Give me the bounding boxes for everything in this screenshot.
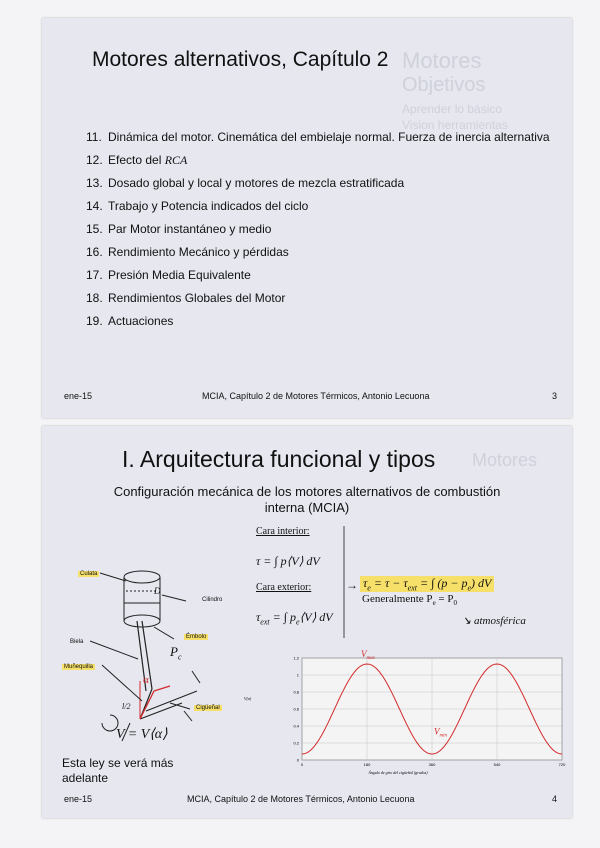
volume-chart bbox=[228, 648, 568, 778]
curl-arrow-icon: ↘ bbox=[462, 615, 472, 627]
label-ciguenal: Cigüeñal bbox=[196, 705, 220, 711]
list-item: 13. Dosado global y local y motores de mezcla estratificada bbox=[86, 176, 405, 190]
chart-xtick-label: 180 bbox=[363, 762, 371, 767]
page-number: 3 bbox=[552, 391, 558, 401]
list-item: 16. Rendimiento Mecánico y pérdidas bbox=[86, 245, 289, 259]
footer-date: ene-15 bbox=[64, 794, 93, 804]
list-item: 11. Dinámica del motor. Cinemática del embielaje normal. Fuerza de inercia alternativa bbox=[86, 130, 550, 144]
tau-exterior-formula: $\tau_{ext}$ = ∫ $p_e⟨V⟩$ dV bbox=[256, 610, 333, 627]
chart-xtick-label: 720 bbox=[558, 762, 566, 767]
chart-ytick-label: 1 bbox=[296, 672, 299, 678]
ghost-text: Aprender lo básico bbox=[402, 102, 503, 116]
subtitle: Configuración mecánica de los motores alternativos de combustión interna (MCIA) bbox=[113, 484, 501, 515]
tau-interior-formula: τ = ∫ p⟨V⟩ dV bbox=[256, 554, 320, 568]
chart-xtick-label: 360 bbox=[428, 762, 436, 767]
table-of-contents bbox=[86, 130, 556, 337]
rca-term: RCA bbox=[164, 153, 188, 167]
ghost-text: Motores bbox=[472, 450, 538, 470]
page-number: 4 bbox=[552, 794, 558, 804]
ghost-text: Objetivos bbox=[402, 74, 486, 96]
chart-ytick-label: 0.8 bbox=[293, 689, 299, 695]
vmin-label: $V_{min}$ bbox=[434, 726, 447, 739]
slide-3 bbox=[42, 18, 572, 418]
label-cilindro: Cilindro bbox=[202, 597, 223, 603]
list-item: 14. Trabajo y Potencia indicados del ciclo bbox=[86, 199, 309, 213]
page-title: Motores alternativos, Capítulo 2 bbox=[92, 48, 389, 71]
chart-xtick-label: 540 bbox=[493, 762, 501, 767]
chart-ytick-label: 0.6 bbox=[293, 706, 299, 712]
vmax-label: $V_{max}$ bbox=[361, 649, 375, 661]
chart-xlabel: Ángulo de giro del cigüeñal (grados) bbox=[368, 770, 428, 775]
label-biela: Biela bbox=[70, 639, 84, 645]
alpha-label: α bbox=[143, 674, 149, 686]
handwritten-note: ↘ atmosférica bbox=[462, 615, 526, 627]
generalmente-note: Generalmente $P_e = P_0$ bbox=[362, 593, 457, 608]
list-item: 19. Actuaciones bbox=[86, 314, 174, 328]
arrow-icon: → bbox=[346, 578, 358, 592]
ghost-text: Motores bbox=[402, 48, 482, 73]
footer-date: ene-15 bbox=[64, 391, 93, 401]
cara-exterior-label: Cara exterior: bbox=[256, 582, 312, 593]
list-item: 18. Rendimientos Globales del Motor bbox=[86, 291, 286, 305]
half-stroke-label: l/2 bbox=[122, 702, 131, 711]
list-item: 17. Presión Media Equivalente bbox=[86, 268, 251, 282]
tau-effective-formula: $\tau_e = \tau - \tau_{ext}$ = ∫ $(p - p_e)$ dV bbox=[360, 576, 494, 592]
footer-title: MCIA, Capítulo 2 de Motores Térmicos, Antonio Lecuona bbox=[187, 794, 415, 804]
list-item: 15. Par Motor instantáneo y medio bbox=[86, 222, 272, 236]
chart-ylabel: V(α) bbox=[244, 696, 252, 701]
chart-ytick-label: 0.4 bbox=[293, 723, 299, 729]
chart-ytick-label: 0.2 bbox=[293, 740, 299, 746]
list-item: 12. Efecto del RCA bbox=[86, 153, 188, 167]
chart-xtick-label: 0 bbox=[300, 762, 304, 767]
page-title: I. Arquitectura funcional y tipos bbox=[122, 446, 436, 472]
note-text: Esta ley se verá más adelante bbox=[62, 756, 174, 785]
label-embolo: Émbolo bbox=[186, 634, 207, 640]
volume-law: V = V⟨α⟩ bbox=[116, 727, 168, 742]
pressure-label: $P_c$ bbox=[170, 644, 182, 662]
ghost-text: Vision herramientas bbox=[402, 118, 508, 132]
footer-title: MCIA, Capítulo 2 de Motores Térmicos, Antonio Lecuona bbox=[202, 391, 430, 401]
cara-interior-label: Cara interior: bbox=[256, 526, 310, 537]
chart-ytick-label: 1.2 bbox=[293, 655, 299, 661]
chart-ytick-label: 0 bbox=[296, 757, 299, 763]
label-culata: Culata bbox=[80, 571, 98, 577]
label-munequilla: Muñequilla bbox=[64, 664, 94, 670]
diameter-label: D bbox=[154, 586, 161, 596]
slide-4 bbox=[42, 426, 572, 818]
